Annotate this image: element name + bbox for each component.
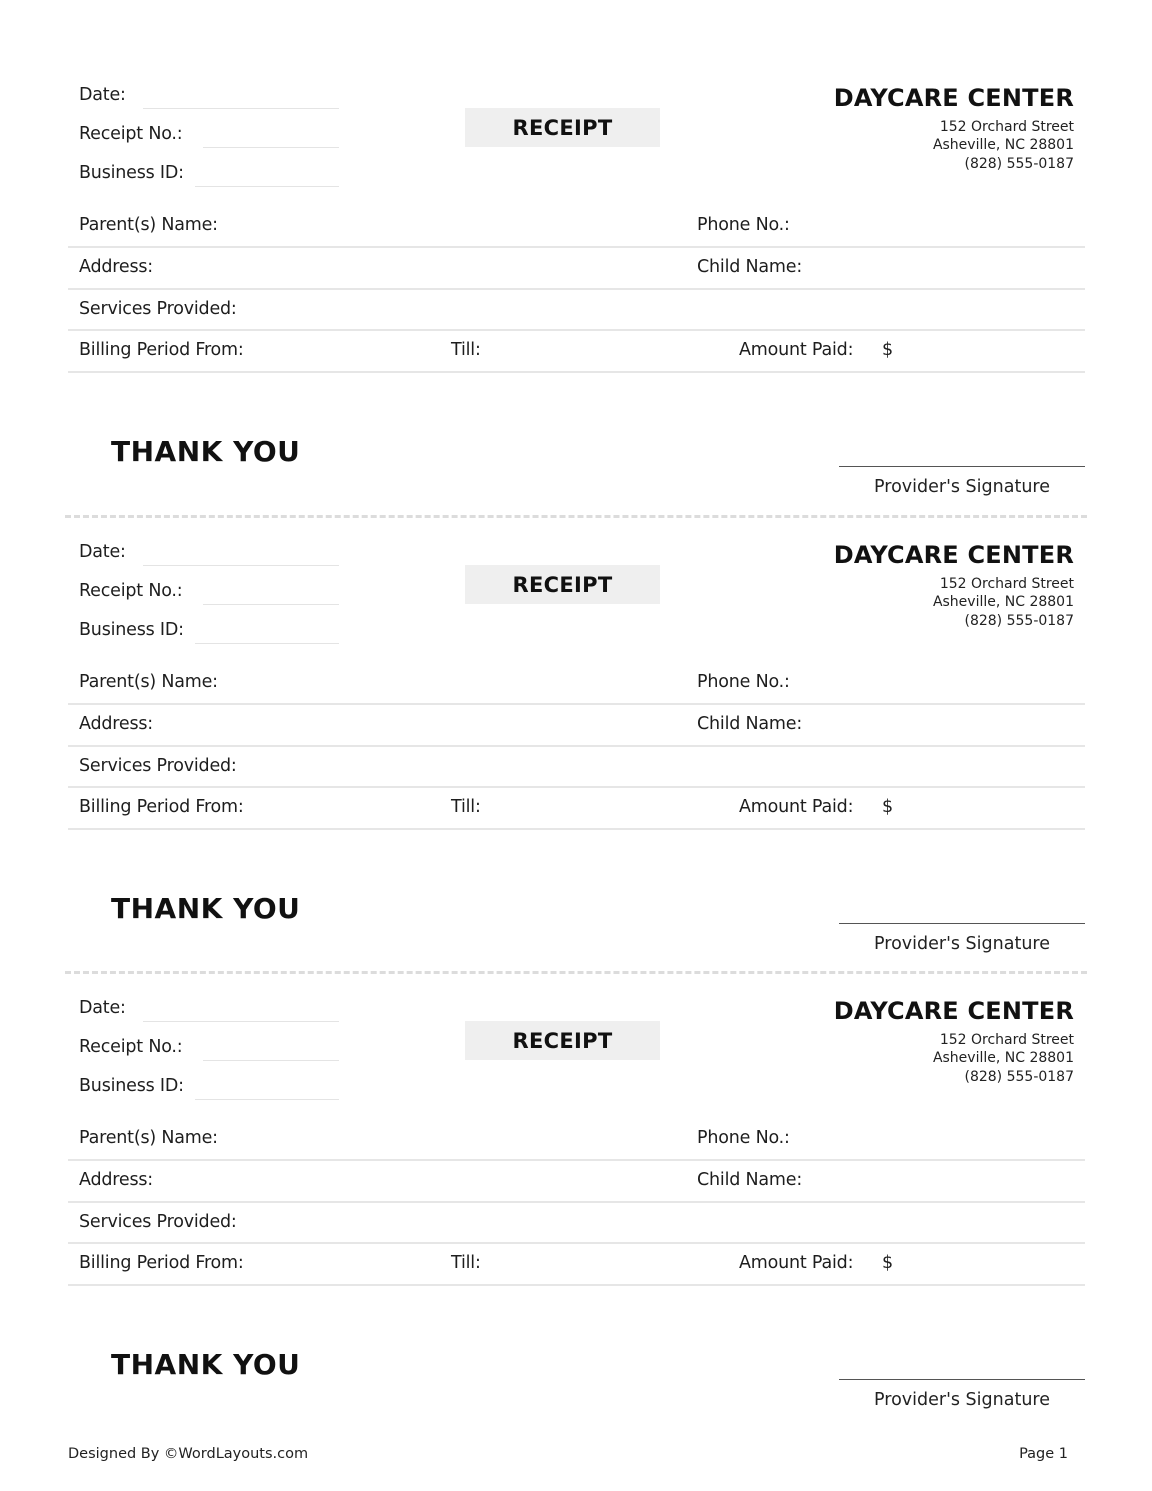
date-field[interactable] xyxy=(143,1021,339,1022)
receipt-title: RECEIPT xyxy=(512,572,613,597)
business-name: DAYCARE CENTER xyxy=(833,84,1074,112)
business-street: 152 Orchard Street xyxy=(939,119,1074,135)
amount-paid-label: Amount Paid: xyxy=(739,797,854,817)
currency-symbol: $ xyxy=(882,1253,893,1273)
currency-symbol: $ xyxy=(882,340,893,360)
receipt-no-field[interactable] xyxy=(203,147,339,148)
currency-symbol: $ xyxy=(882,797,893,817)
receipt-1 xyxy=(0,0,1152,497)
date-field[interactable] xyxy=(143,565,339,566)
receipt-no-field[interactable] xyxy=(203,1060,339,1061)
business-street: 152 Orchard Street xyxy=(939,576,1074,592)
till-label: Till: xyxy=(451,1253,481,1273)
row-rule xyxy=(68,288,1085,290)
address-label: Address: xyxy=(79,714,153,734)
receipt-3 xyxy=(0,913,1152,1410)
date-label: Date: xyxy=(79,998,126,1018)
row-rule xyxy=(68,371,1085,373)
business-phone: (828) 555-0187 xyxy=(964,1069,1074,1085)
receipt-no-label: Receipt No.: xyxy=(79,1037,183,1057)
business-id-label: Business ID: xyxy=(79,1076,184,1096)
child-name-label: Child Name: xyxy=(697,257,803,277)
business-id-label: Business ID: xyxy=(79,163,184,183)
business-phone: (828) 555-0187 xyxy=(964,156,1074,172)
business-id-field[interactable] xyxy=(195,643,339,644)
row-rule xyxy=(68,246,1085,248)
receipt-title: RECEIPT xyxy=(512,115,613,140)
business-city: Asheville, NC 28801 xyxy=(932,137,1074,153)
till-label: Till: xyxy=(451,340,481,360)
signature-line[interactable] xyxy=(839,1379,1085,1380)
billing-from-label: Billing Period From: xyxy=(79,340,244,360)
thank-you-heading: THANK YOU xyxy=(111,1348,301,1381)
signature-label: Provider's Signature xyxy=(874,477,1050,497)
phone-label: Phone No.: xyxy=(697,215,790,235)
thank-you-heading: THANK YOU xyxy=(111,892,301,925)
services-label: Services Provided: xyxy=(79,756,237,776)
parent-name-label: Parent(s) Name: xyxy=(79,1128,218,1148)
row-rule xyxy=(68,1284,1085,1286)
parent-name-label: Parent(s) Name: xyxy=(79,215,218,235)
receipt-no-label: Receipt No.: xyxy=(79,581,183,601)
business-id-field[interactable] xyxy=(195,1099,339,1100)
address-label: Address: xyxy=(79,1170,153,1190)
footer-credit: Designed By ©WordLayouts.com xyxy=(68,1446,309,1462)
receipt-no-field[interactable] xyxy=(203,604,339,605)
child-name-label: Child Name: xyxy=(697,1170,803,1190)
date-label: Date: xyxy=(79,542,126,562)
signature-label: Provider's Signature xyxy=(874,1390,1050,1410)
receipt-2 xyxy=(0,457,1152,954)
receipt-no-label: Receipt No.: xyxy=(79,124,183,144)
till-label: Till: xyxy=(451,797,481,817)
business-name: DAYCARE CENTER xyxy=(833,997,1074,1025)
date-field[interactable] xyxy=(143,108,339,109)
footer-page-number: Page 1 xyxy=(1019,1446,1068,1462)
business-name: DAYCARE CENTER xyxy=(833,541,1074,569)
business-city: Asheville, NC 28801 xyxy=(932,1050,1074,1066)
business-city: Asheville, NC 28801 xyxy=(932,594,1074,610)
billing-from-label: Billing Period From: xyxy=(79,797,244,817)
row-rule xyxy=(68,1159,1085,1161)
date-label: Date: xyxy=(79,85,126,105)
business-id-field[interactable] xyxy=(195,186,339,187)
services-label: Services Provided: xyxy=(79,1212,237,1232)
phone-label: Phone No.: xyxy=(697,672,790,692)
receipt-title-box xyxy=(465,1021,660,1060)
row-rule xyxy=(68,745,1085,747)
phone-label: Phone No.: xyxy=(697,1128,790,1148)
business-id-label: Business ID: xyxy=(79,620,184,640)
business-street: 152 Orchard Street xyxy=(939,1032,1074,1048)
row-rule xyxy=(68,1242,1085,1244)
parent-name-label: Parent(s) Name: xyxy=(79,672,218,692)
thank-you-heading: THANK YOU xyxy=(111,435,301,468)
row-rule xyxy=(68,329,1085,331)
services-label: Services Provided: xyxy=(79,299,237,319)
row-rule xyxy=(68,703,1085,705)
address-label: Address: xyxy=(79,257,153,277)
receipt-title-box xyxy=(465,565,660,604)
billing-from-label: Billing Period From: xyxy=(79,1253,244,1273)
receipt-title-box xyxy=(465,108,660,147)
row-rule xyxy=(68,1201,1085,1203)
business-phone: (828) 555-0187 xyxy=(964,613,1074,629)
amount-paid-label: Amount Paid: xyxy=(739,1253,854,1273)
signature-label: Provider's Signature xyxy=(874,934,1050,954)
receipt-title: RECEIPT xyxy=(512,1028,613,1053)
row-rule xyxy=(68,828,1085,830)
child-name-label: Child Name: xyxy=(697,714,803,734)
row-rule xyxy=(68,786,1085,788)
amount-paid-label: Amount Paid: xyxy=(739,340,854,360)
